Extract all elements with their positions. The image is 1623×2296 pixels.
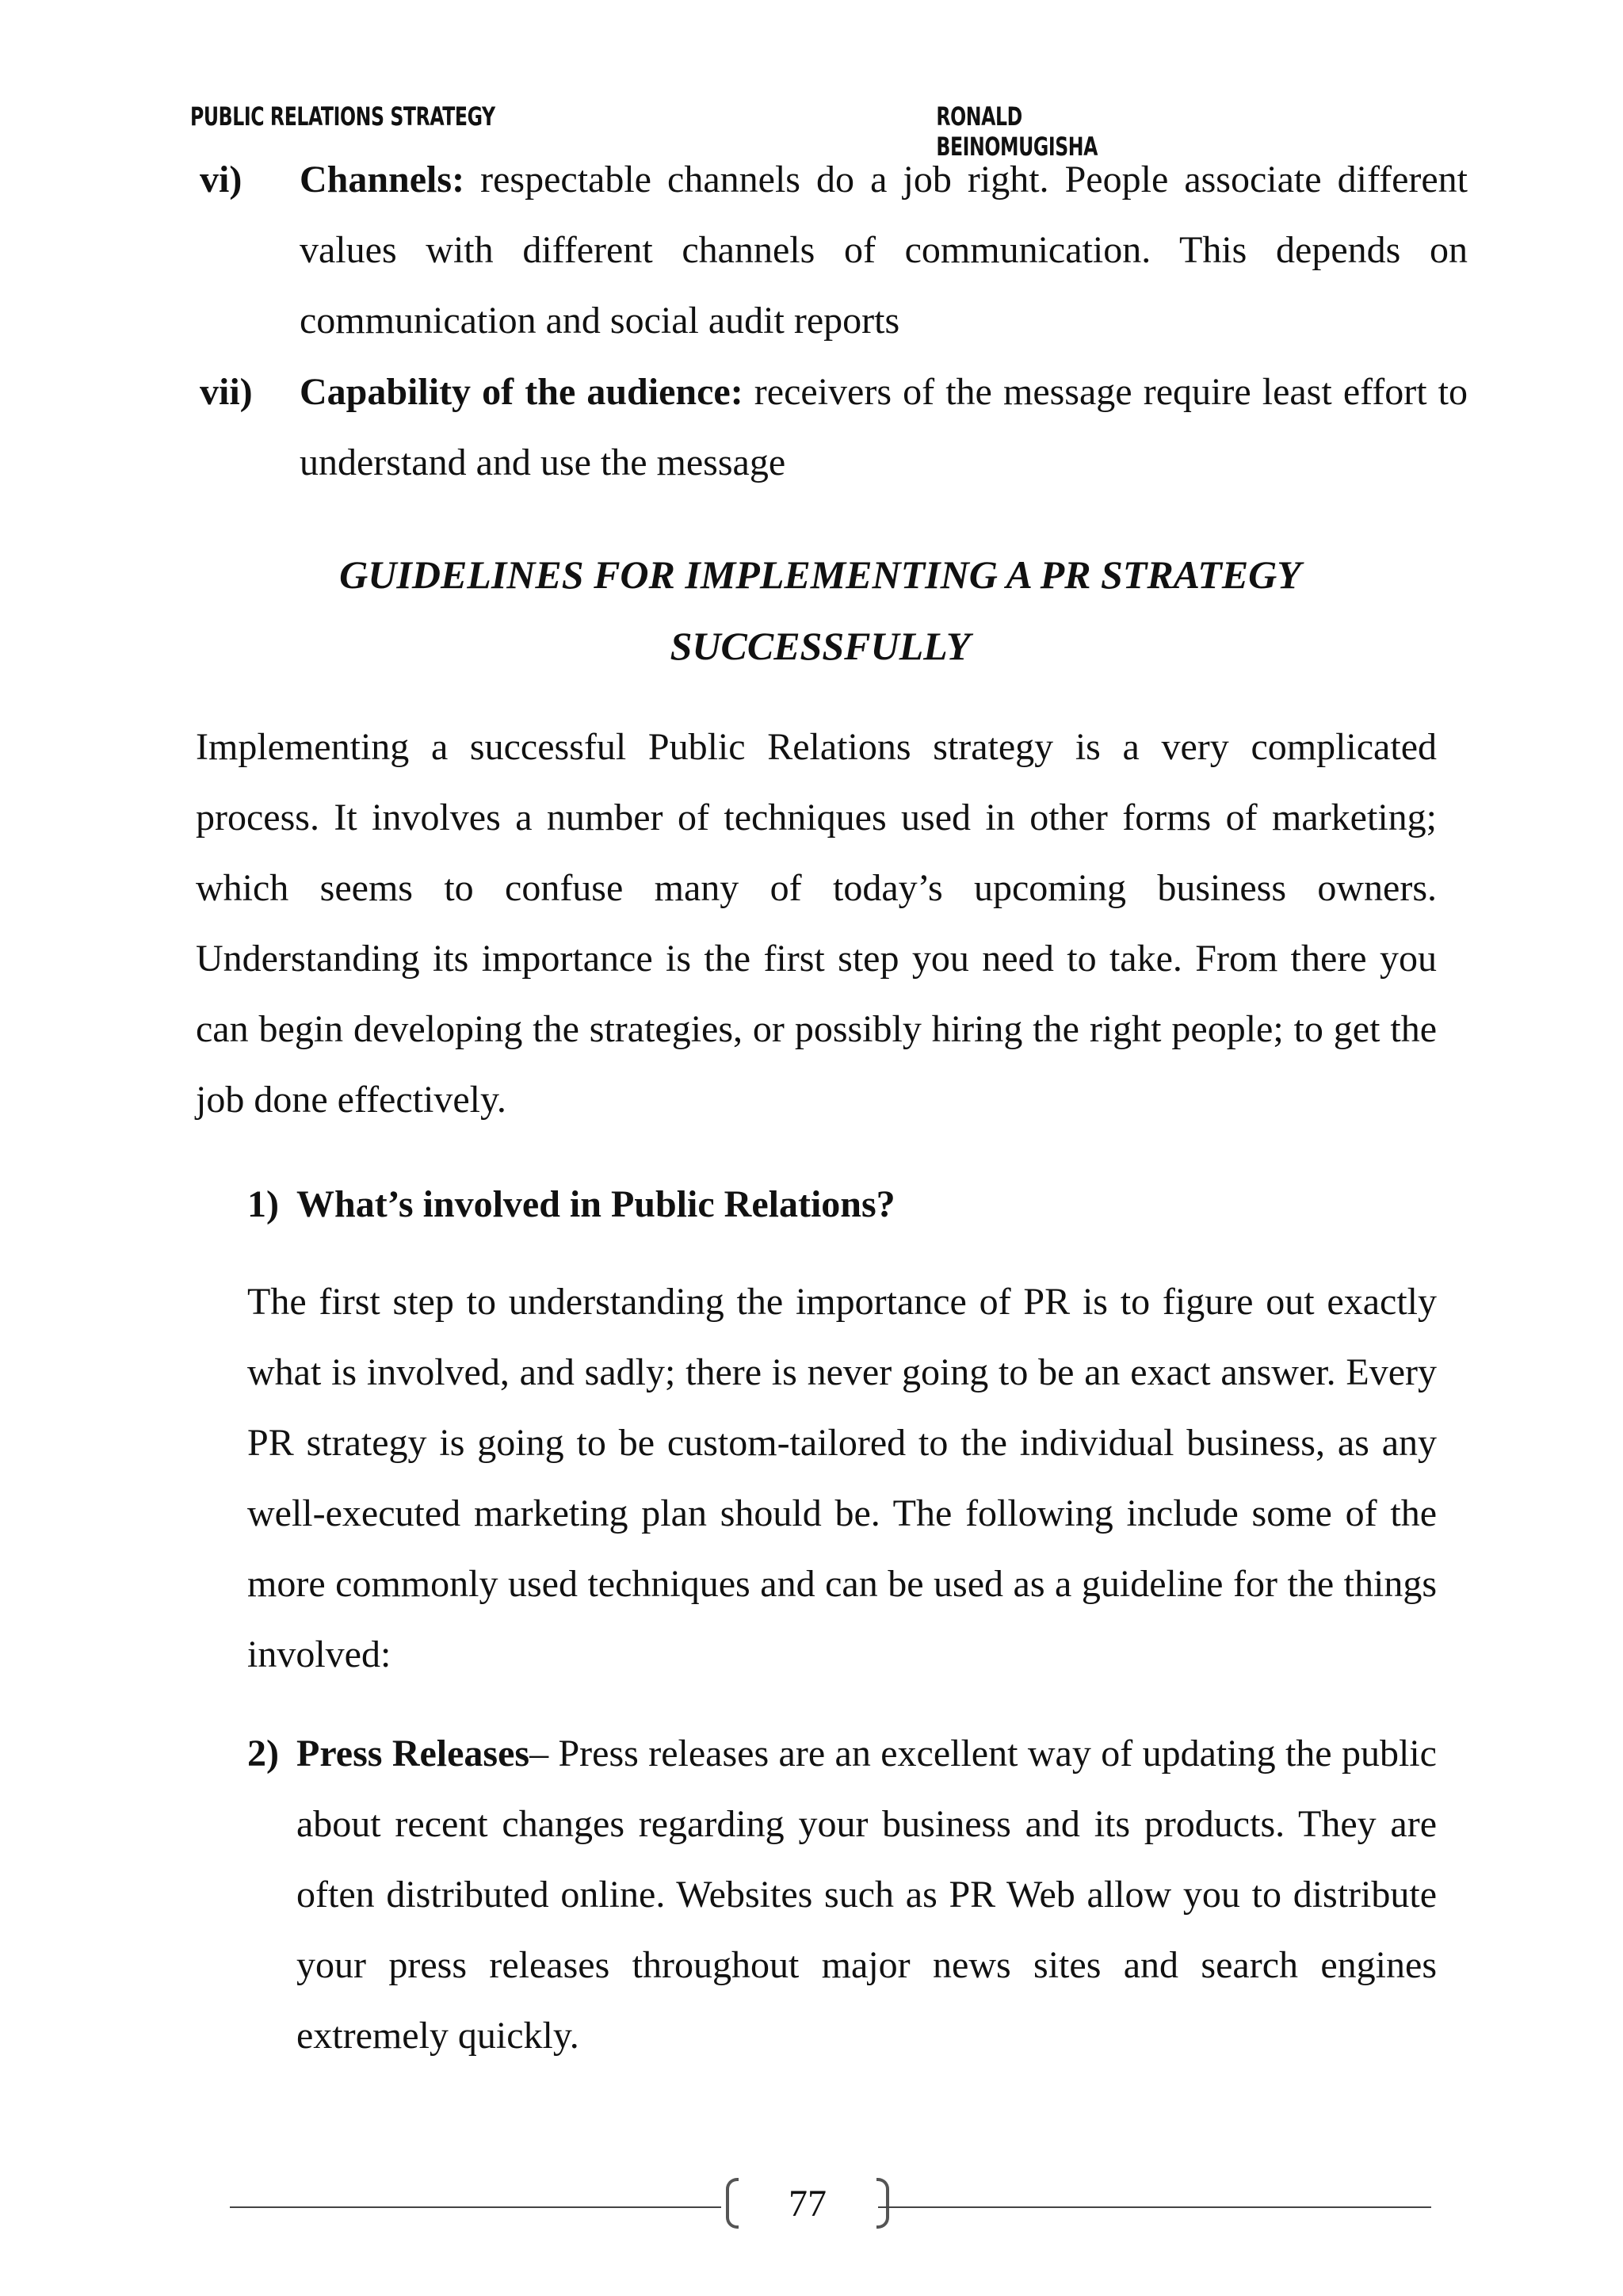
page-footer xyxy=(230,2172,1431,2243)
list-marker: vii) xyxy=(200,371,253,413)
footer-rule-left xyxy=(230,2206,721,2208)
list-item-description: receivers of the message require least effort to understand and use the message xyxy=(300,371,1468,483)
list-item-capability xyxy=(200,357,1468,499)
list-item-channels xyxy=(200,144,1468,358)
section-heading-line-2: SUCCESSFULLY xyxy=(670,624,971,668)
subsection-number: 1) xyxy=(247,1183,279,1225)
list-item-text xyxy=(300,357,1468,498)
list-item-term: Channels: xyxy=(300,159,465,201)
subsection-heading xyxy=(247,1169,896,1240)
list-item-description: respectable channels do a job right. People associate different values with different channels of communication. This depends on communication and social audit reports xyxy=(300,159,1468,342)
list-item-text xyxy=(300,144,1468,356)
numbered-item-text xyxy=(296,1718,1437,2071)
left-bracket-icon xyxy=(726,2178,739,2229)
list-item-term: Capability of the audience: xyxy=(300,371,743,413)
header-book-title: PUBLIC RELATIONS STRATEGY xyxy=(190,101,495,132)
list-marker: vi) xyxy=(200,159,242,201)
subsection-paragraph: The first step to understanding the importance of PR is to figure out exactly what is involved, and sadly; there is never going to be an exact answer. Every PR strategy is going to be custom-tailored to the individual business, as any well-executed marketing plan should be. The following include some of the more commonly used techniques and can be used as a guideline for the things involved: xyxy=(247,1281,1437,1675)
section-heading-line-1: GUIDELINES FOR IMPLEMENTING A PR STRATEGY xyxy=(339,552,1301,597)
numbered-item-number: 2) xyxy=(247,1733,279,1775)
footer-rule-right xyxy=(878,2206,1431,2208)
section-heading xyxy=(190,539,1450,682)
page-number: 77 xyxy=(789,2183,827,2225)
subsection-title: What’s involved in Public Relations? xyxy=(296,1183,896,1225)
running-header xyxy=(190,101,1165,162)
right-bracket-icon xyxy=(876,2178,889,2229)
numbered-item-description: – Press releases are an excellent way of updating the public about recent changes regarding your business and its products. They are often distributed online. Websites such as PR Web allow you to distribute your press releases throughout major news sites and search engines extremely quickly. xyxy=(296,1733,1437,2057)
numbered-item-term: Press Releases xyxy=(296,1733,530,1775)
header-author: RONALD BEINOMUGISHA xyxy=(936,101,1098,162)
intro-paragraph: Implementing a successful Public Relations strategy is a very complicated process. It involves a number of techniques used in other forms of marketing; which seems to confuse many of today’s upcoming business owners. Understanding its importance is the first step you need to take. From there you can begin developing the strategies, or possibly hiring the right people; to get the job done effectively. xyxy=(196,726,1437,1121)
